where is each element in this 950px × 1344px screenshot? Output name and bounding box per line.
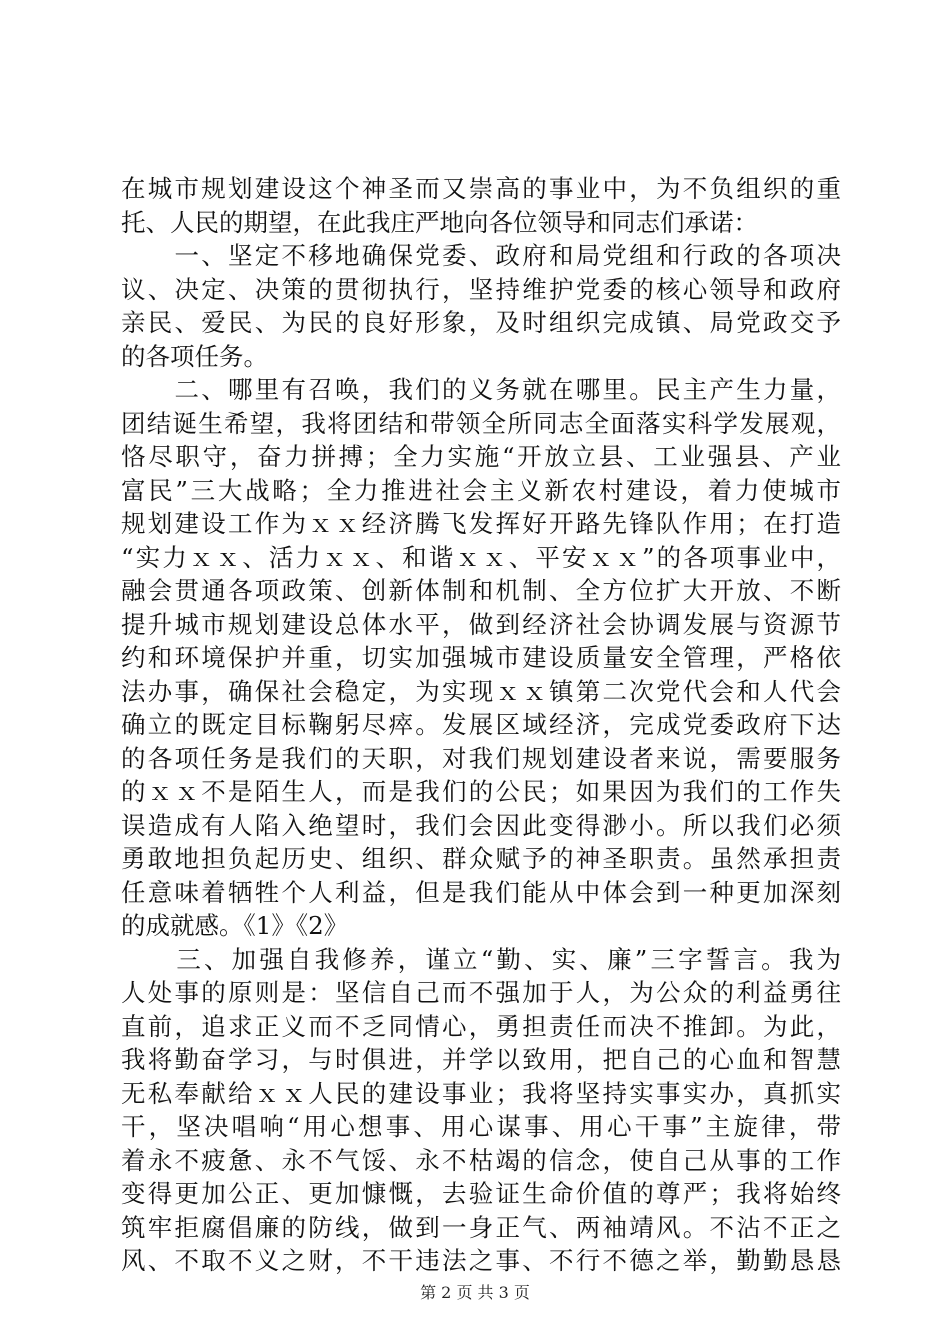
text-line: 的各项任务。	[121, 341, 268, 371]
text-line: 的成就感。《1》《2》	[121, 911, 349, 940]
text-line: 勇敢地担负起历史、组织、群众赋予的神圣职责。虽然承担责	[121, 844, 841, 873]
text-line: 一、坚定不移地确保党委、政府和局党组和行政的各项决	[121, 241, 841, 270]
text-line: 富民”三大战略；全力推进社会主义新农村建设，着力使城市	[121, 475, 841, 505]
text-line: 的各项任务是我们的天职，对我们规划建设者来说，需要服务	[121, 743, 841, 773]
text-line: 我将勤奋学习，与时俱进，并学以致用，把自己的心血和智慧	[121, 1045, 841, 1074]
text-line: 在城市规划建设这个神圣而又崇高的事业中，为不负组织的重	[121, 174, 841, 203]
text-line: 人处事的原则是：坚信自己而不强加于人，为公众的利益勇往	[121, 978, 841, 1007]
text-line: 直前，追求正义而不乏同情心，勇担责任而决不推卸。为此，	[121, 1011, 841, 1041]
text-line: 恪尽职守，奋力拼搏；全力实施“开放立县、工业强县、产业	[121, 442, 841, 471]
text-line: 风、不取不义之财，不干违法之事、不行不德之举，勤勤恳恳	[121, 1246, 841, 1275]
text-line: 任意味着牺牲个人利益，但是我们能从中体会到一种更加深刻	[121, 877, 841, 907]
text-line: 三、加强自我修养，谨立“勤、实、廉”三字誓言。我为	[121, 944, 841, 974]
document-body	[121, 172, 841, 1278]
text-line: 误造成有人陷入绝望时，我们会因此变得渺小。所以我们必须	[121, 810, 841, 840]
text-line: 筑牢拒腐倡廉的防线，做到一身正气、两袖靖风。不沾不正之	[121, 1212, 841, 1242]
page-footer: 第 2 页 共 3 页	[420, 1283, 530, 1302]
text-line: 无私奉献给ｘｘ人民的建设事业；我将坚持实事实办，真抓实	[121, 1078, 841, 1108]
text-line: 团结诞生希望，我将团结和带领全所同志全面落实科学发展观，	[121, 408, 841, 438]
text-line: 着永不疲惫、永不气馁、永不枯竭的信念，使自己从事的工作	[121, 1145, 841, 1175]
text-line: 亲民、爱民、为民的良好形象，及时组织完成镇、局党政交予	[121, 308, 841, 337]
text-line: 约和环境保护并重，切实加强城市建设质量安全管理，严格依	[121, 643, 841, 672]
text-line: 提升城市规划建设总体水平，做到经济社会协调发展与资源节	[121, 609, 841, 639]
text-line: 干，坚决唱响“用心想事、用心谋事、用心干事”主旋律，带	[121, 1112, 841, 1141]
text-line: 规划建设工作为ｘｘ经济腾飞发挥好开路先锋队作用；在打造	[121, 509, 841, 538]
text-line: 二、哪里有召唤，我们的义务就在哪里。民主产生力量，	[121, 375, 841, 404]
text-line: 法办事，确保社会稳定，为实现ｘｘ镇第二次党代会和人代会	[121, 676, 841, 706]
text-line: 托、人民的期望，在此我庄严地向各位领导和同志们承诺：	[121, 207, 758, 237]
text-line: 变得更加公正、更加慷慨，去验证生命价值的尊严；我将始终	[121, 1179, 841, 1208]
text-line: 确立的既定目标鞠躬尽瘁。发展区域经济，完成党委政府下达	[121, 710, 841, 739]
text-line: 融会贯通各项政策、创新体制和机制、全方位扩大开放、不断	[121, 576, 841, 605]
text-line: 的ｘｘ不是陌生人，而是我们的公民；如果因为我们的工作失	[121, 777, 841, 806]
text-line: 议、决定、决策的贯彻执行，坚持维护党委的核心领导和政府	[121, 274, 841, 304]
text-line: “实力ｘｘ、活力ｘｘ、和谐ｘｘ、平安ｘｘ”的各项事业中，	[121, 542, 841, 572]
